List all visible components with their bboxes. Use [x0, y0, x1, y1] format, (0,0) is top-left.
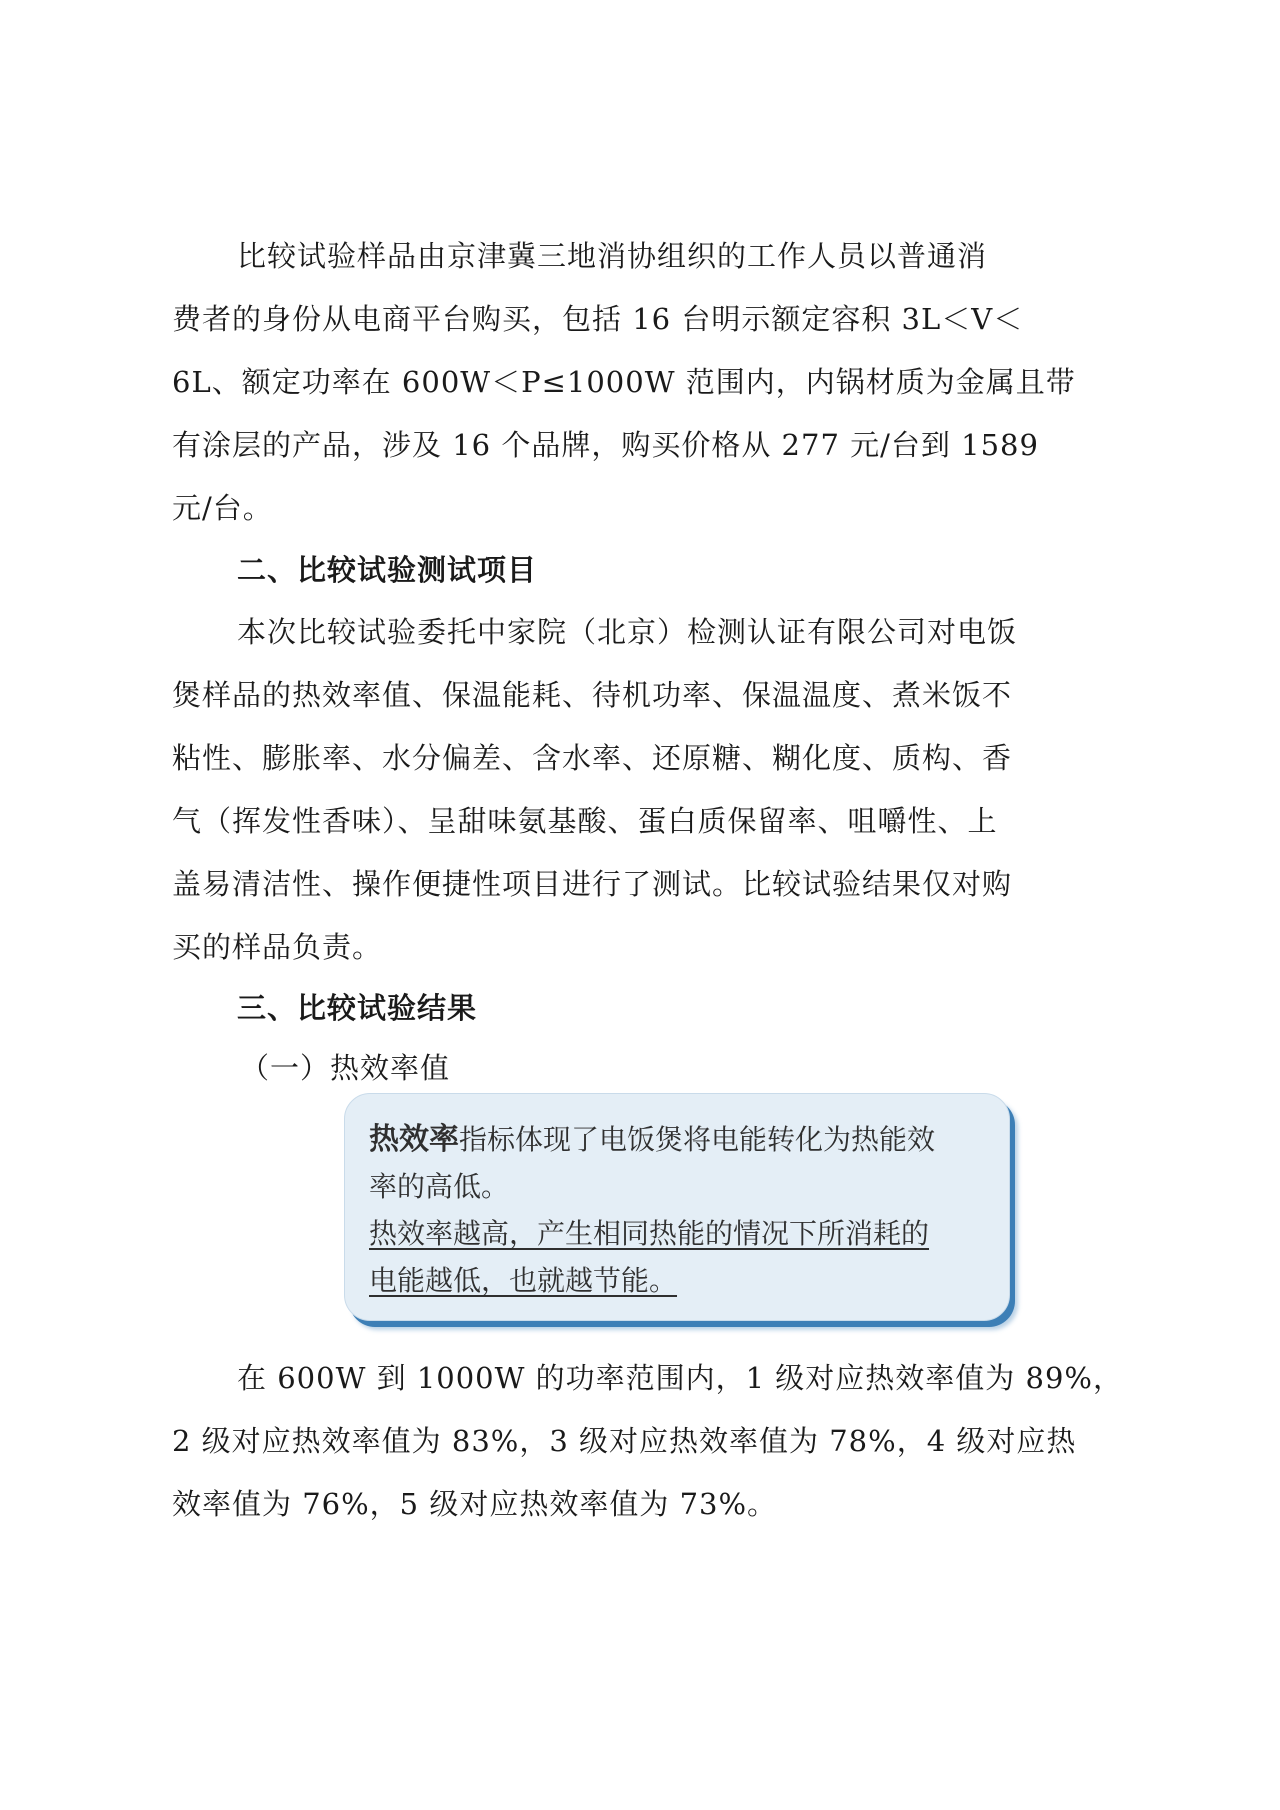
- paragraph-efficiency-levels: [172, 1347, 1123, 1536]
- paragraph-line: 盖易清洁性、操作便捷性项目进行了测试。比较试验结果仅对购: [172, 867, 1013, 901]
- callout-underlined-text: 电能越低，也就越节能。: [369, 1264, 678, 1297]
- paragraph-line: 气（挥发性香味）、呈甜味氨基酸、蛋白质保留率、咀嚼性、上: [172, 804, 998, 838]
- paragraph-line: 效率值为 76%，5 级对应热效率值为 73%。: [172, 1487, 778, 1521]
- thermal-efficiency-callout-box: [344, 1093, 1010, 1321]
- callout-term: 热效率: [369, 1122, 459, 1157]
- paragraph-test-items: [172, 601, 1112, 979]
- callout-line: [369, 1257, 989, 1304]
- paragraph-line: 买的样品负责。: [172, 930, 383, 964]
- paragraph-line: 粘性、膨胀率、水分偏差、含水率、还原糖、糊化度、质构、香: [172, 741, 1013, 775]
- paragraph-line: 在 600W 到 1000W 的功率范围内，1 级对应热效率值为 89%，: [237, 1361, 1123, 1395]
- paragraph-line: 有涂层的产品，涉及 16 个品牌，购买价格从 277 元/台到 1589: [172, 428, 1039, 462]
- callout-underlined-text: 热效率越高，产生相同热能的情况下所消耗的: [369, 1217, 930, 1250]
- callout-line: [369, 1116, 989, 1163]
- paragraph-line: 煲样品的热效率值、保温能耗、待机功率、保温温度、煮米饭不: [172, 678, 1013, 712]
- section-heading-test-items: 二、比较试验测试项目: [237, 553, 538, 587]
- paragraph-line: 比较试验样品由京津冀三地消协组织的工作人员以普通消: [237, 239, 988, 273]
- paragraph-line: 本次比较试验委托中家院（北京）检测认证有限公司对电饭: [237, 615, 1018, 649]
- subheading-thermal-efficiency: （一）热效率值: [240, 1051, 451, 1085]
- section-heading-results: 三、比较试验结果: [237, 991, 478, 1025]
- paragraph-line: 元/台。: [172, 491, 273, 525]
- callout-text: 指标体现了电饭煲将电能转化为热能效: [459, 1123, 936, 1156]
- paragraph-line: 2 级对应热效率值为 83%，3 级对应热效率值为 78%，4 级对应热: [172, 1424, 1077, 1458]
- callout-line: 率的高低。: [369, 1170, 510, 1203]
- paragraph-line: 费者的身份从电商平台购买，包括 16 台明示额定容积 3L＜V＜: [172, 302, 1024, 336]
- paragraph-sample-purchase: [172, 225, 1112, 540]
- paragraph-line: 6L、额定功率在 600W＜P≤1000W 范围内，内锅材质为金属且带: [172, 365, 1076, 399]
- callout-line: [369, 1210, 989, 1257]
